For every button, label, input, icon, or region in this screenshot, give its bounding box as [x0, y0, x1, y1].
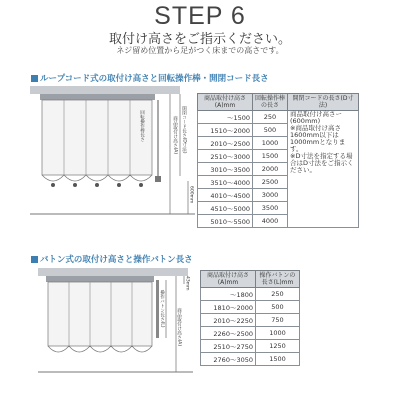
- table-row: [201, 301, 300, 314]
- cell-height: ～1800: [201, 288, 256, 301]
- cell-rod: 500: [253, 124, 288, 137]
- col-header-cord: 開閉コードの長さ(D寸法): [288, 94, 359, 111]
- section1-heading: [31, 72, 269, 84]
- heading-square-icon: [31, 75, 38, 82]
- cell-height: 4510～5000: [198, 202, 253, 215]
- cell-height: 2010～2500: [198, 137, 253, 150]
- label-43mm: 43mm: [184, 276, 190, 291]
- table-row: [201, 314, 300, 327]
- note-specify: ※D寸法を指定する場合はD寸法をご指示ください。: [290, 152, 354, 174]
- label-rod: 回転操作棒長さ: [139, 110, 145, 142]
- cell-baton: 250: [256, 288, 300, 301]
- cell-baton: 500: [256, 301, 300, 314]
- note-formula: 商品取付け高さー(600mm): [290, 110, 342, 125]
- col-header-baton: 操作バトンの長さ(L)mm: [256, 271, 300, 288]
- cell-height: 4010～4500: [198, 189, 253, 202]
- label-baton: 操作バトン長さ(L): [159, 290, 165, 328]
- cell-rod: 1500: [253, 150, 288, 163]
- cell-rod: 2500: [253, 176, 288, 189]
- label-product-height: 商品取付け高さ(A): [172, 116, 178, 155]
- page-note: ネジ留め位置から足がつく床までの高さです。: [116, 46, 284, 55]
- cell-height: 3010～3500: [198, 163, 253, 176]
- section2-heading: [31, 253, 193, 265]
- cell-height: ～1500: [198, 111, 253, 124]
- table-row: [198, 111, 359, 124]
- cord-notes: [288, 111, 359, 228]
- cell-height: 2510～2750: [201, 340, 256, 353]
- col-header-rod: 回転操作棒の長さ: [253, 94, 288, 111]
- table-row: [201, 353, 300, 366]
- cell-rod: 2000: [253, 163, 288, 176]
- ceiling: [38, 268, 188, 276]
- cell-rod: 3000: [253, 189, 288, 202]
- cell-baton: 750: [256, 314, 300, 327]
- label-cord: 開閉コード長さ(D寸法): [181, 106, 187, 154]
- cell-baton: 1000: [256, 327, 300, 340]
- cell-height: 2260～2500: [201, 327, 256, 340]
- cell-height: 2510～3000: [198, 150, 253, 163]
- section1-heading-text: ループコード式の取付け高さと回転操作棒・開閉コード長さ: [40, 74, 269, 84]
- heading-square-icon: [31, 256, 38, 263]
- loop-cord-diagram: [30, 86, 200, 221]
- col-header-height: 商品取付け高さ(A)mm: [201, 271, 256, 288]
- blind-fabric: [48, 282, 152, 352]
- cell-rod: 250: [253, 111, 288, 124]
- loop-cord-table: [197, 93, 359, 228]
- cord-weight: [155, 176, 161, 182]
- label-product-height: 商品取付け高さ(A): [176, 308, 182, 347]
- head-rail: [40, 94, 155, 100]
- table-row: [201, 340, 300, 353]
- blind-fabric: [42, 100, 152, 187]
- page-subtitle: 取付け高さをご指示ください。: [108, 32, 291, 47]
- baton-table: [200, 270, 300, 366]
- ceiling: [30, 86, 180, 94]
- table-row: [201, 327, 300, 340]
- cell-baton: 1500: [256, 353, 300, 366]
- cell-height: 3510～4000: [198, 176, 253, 189]
- cell-height: 5010～5500: [198, 215, 253, 228]
- section2-heading-text: バトン式の取付け高さと操作バトン長さ: [40, 255, 193, 265]
- cell-rod: 1000: [253, 137, 288, 150]
- cell-rod: 4000: [253, 215, 288, 228]
- table-row: [201, 288, 300, 301]
- cell-height: 1810～2000: [201, 301, 256, 314]
- cell-height: 2760～3050: [201, 353, 256, 366]
- cell-height: 2010～2250: [201, 314, 256, 327]
- col-header-height: 商品取付け高さ(A)mm: [198, 94, 253, 111]
- cell-height: 1510～2000: [198, 124, 253, 137]
- label-600mm: 600mm: [188, 186, 194, 204]
- note-min: ※商品取付け高さ1600mm以下は1000mmとなります。: [290, 124, 346, 153]
- head-rail: [46, 276, 154, 282]
- step-title: STEP 6: [154, 2, 246, 30]
- baton-diagram: [38, 268, 198, 380]
- cell-baton: 1250: [256, 340, 300, 353]
- cell-rod: 3500: [253, 202, 288, 215]
